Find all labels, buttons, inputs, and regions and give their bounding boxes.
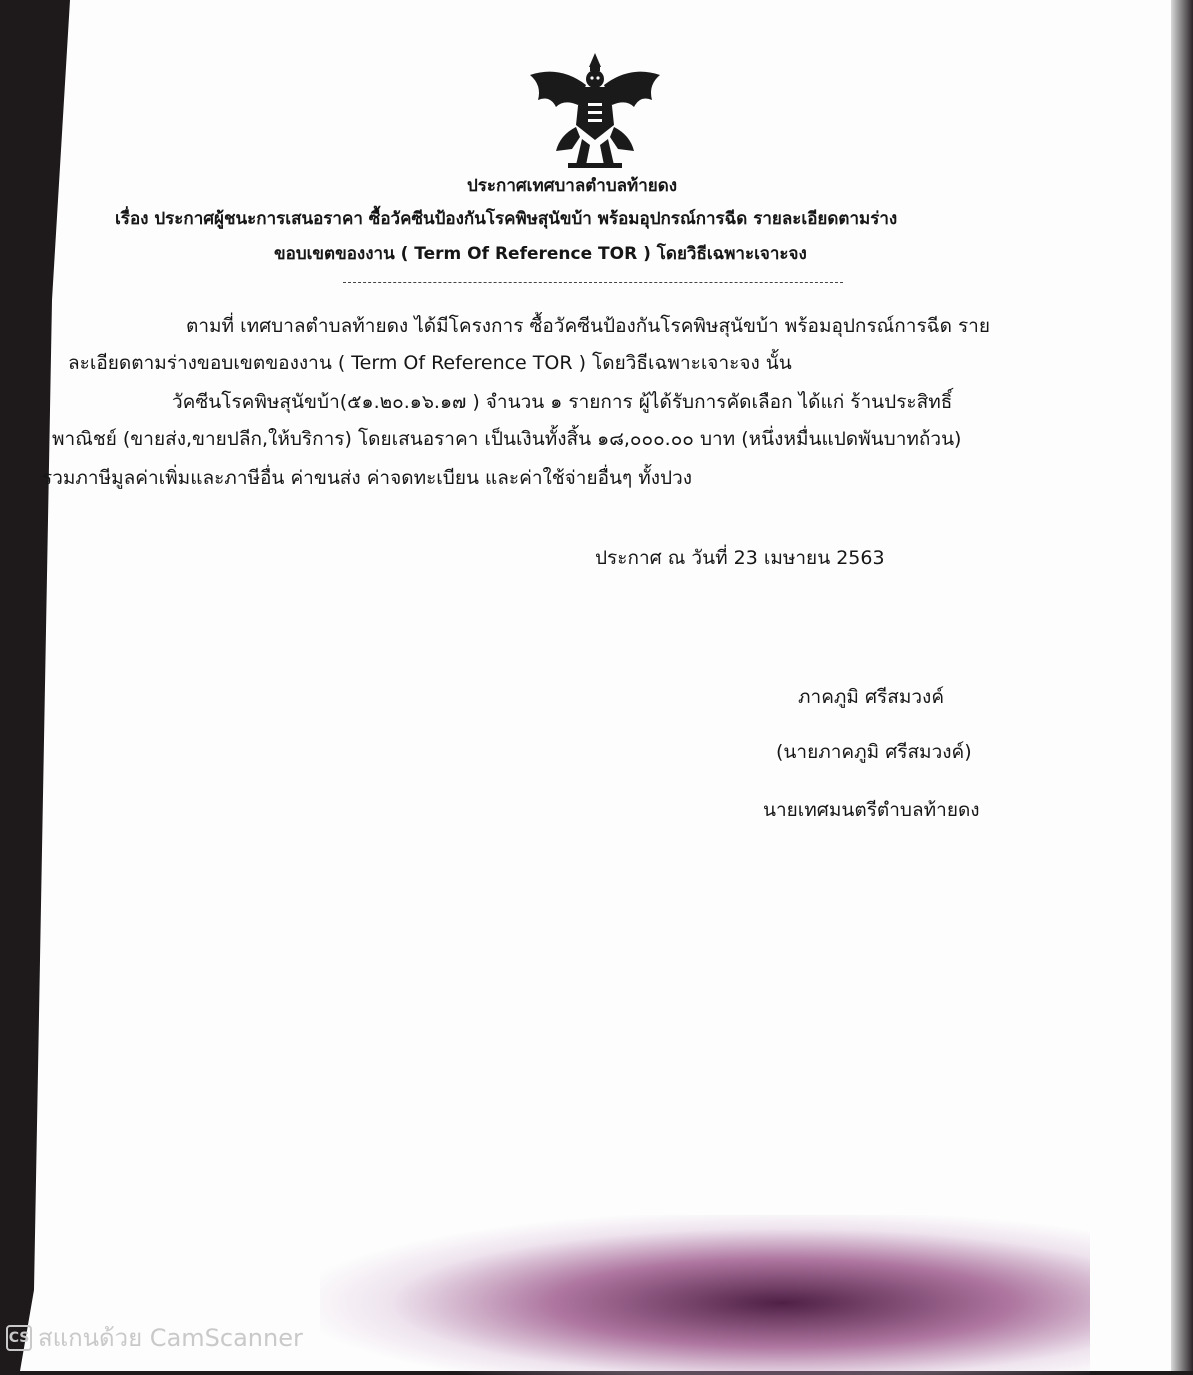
camscanner-logo-icon: CS [6, 1325, 32, 1351]
signatory-position: นายเทศมนตรีตำบลท้ายดง [763, 799, 980, 821]
page-edge-shadow [1171, 0, 1193, 1371]
camscanner-watermark [6, 1318, 303, 1357]
paragraph-2-line-3: รวมภาษีมูลค่าเพิ่มและภาษีอื่น ค่าขนส่ง ค่าจดทะเบียน และค่าใช้จ่ายอื่นๆ ทั้งปวง [42, 467, 693, 489]
paragraph-2-line-1: วัคซีนโรคพิษสุนัขบ้า(๕๑.๒๐.๑๖.๑๗ ) จำนวน ๑ รายการ ผู้ได้รับการคัดเลือก ได้แก่ ร้านประสิทธิ์ [172, 391, 953, 413]
subject-line-1: เรื่อง ประกาศผู้ชนะการเสนอราคา ซื้อวัคซีนป้องกันโรคพิษสุนัขบ้า พร้อมอุปกรณ์การฉีด รายละเอียดตามร่าง [115, 209, 898, 229]
paragraph-1-line-1: ตามที่ เทศบาลตำบลท้ายดง ได้มีโครงการ ซื้อวัคซีนป้องกันโรคพิษสุนัขบ้า พร้อมอุปกรณ์การฉีด ราย [186, 315, 990, 337]
paragraph-2-line-2: พาณิชย์ (ขายส่ง,ขายปลีก,ให้บริการ) โดยเสนอราคา เป็นเงินทั้งสิ้น ๑๘,๐๐๐.๐๐ บาท (หนึ่งหมื่นแปดพันบาทถ้วน) [52, 428, 962, 450]
announcement-date: ประกาศ ณ วันที่ 23 เมษายน 2563 [595, 547, 885, 569]
paragraph-1-line-2: ละเอียดตามร่างขอบเขตของงาน ( Term Of Reference TOR ) โดยวิธีเฉพาะเจาะจง นั้น [68, 352, 792, 374]
organization-title: ประกาศเทศบาลตำบลท้ายดง [467, 176, 678, 196]
separator-divider [343, 282, 843, 283]
printed-name: (นายภาคภูมิ ศรีสมวงค์) [776, 741, 972, 763]
camscanner-label: สแกนด้วย CamScanner [38, 1324, 303, 1352]
signature-name: ภาคภูมิ ศรีสมวงค์ [798, 686, 945, 708]
subject-line-2: ขอบเขตของงาน ( Term Of Reference TOR ) โดยวิธีเฉพาะเจาะจง [274, 244, 807, 264]
garuda-emblem-icon [520, 45, 670, 175]
